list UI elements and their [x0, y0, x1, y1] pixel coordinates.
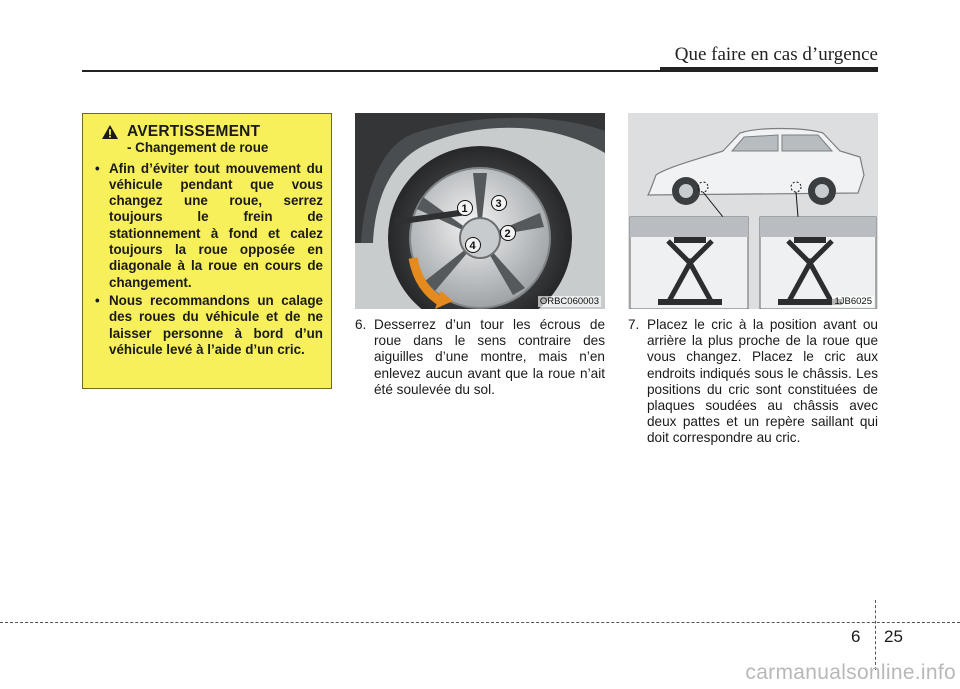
warning-box [82, 113, 332, 389]
lug-nut-label: 3 [495, 198, 502, 210]
footer-rule [0, 622, 960, 623]
figure-code: ORBC060003 [539, 296, 599, 307]
watermark: carmanualsonline.info [745, 661, 956, 684]
step-6 [355, 317, 605, 398]
lug-nut-label: 2 [504, 228, 511, 240]
warning-list [95, 161, 323, 359]
lug-nut-label: 1 [461, 203, 468, 215]
page-header-title: Que faire en cas d’urgence [674, 44, 878, 65]
warning-header [101, 124, 323, 140]
warning-title: AVERTISSEMENT [127, 123, 261, 140]
warning-subtitle: - Changement de roue [127, 140, 269, 156]
page-number: 25 [884, 627, 903, 646]
step-number: 6. [355, 317, 367, 332]
step-text: Desserrez d’un tour les écrous de roue dans le sens contraire des aiguilles d’une montre, mais n’en enlevez aucun avant que la roue n’ait été soulevée du sol. [374, 317, 605, 397]
warning-item: • Nous recommandons un calage des roues du véhicule et de ne laisser personne à bord d’un véhicule levé à l’aide d’un cric. [95, 293, 323, 358]
jack-position-figure [628, 113, 878, 309]
lug-nut-label: 4 [469, 240, 476, 252]
warning-item: • Afin d’éviter tout mouvement du véhicule pendant que vous changez une roue, serrez toujours le frein de stationnement à fond et calez toujours la roue opposée en diagonale à la roue en cours de changement. [95, 161, 323, 291]
step-number: 7. [628, 317, 640, 332]
warning-triangle-icon [101, 124, 119, 140]
step-7 [628, 317, 878, 447]
footer-divider [875, 600, 876, 670]
step-text: Placez le cric à la position avant ou arrière la plus proche de la roue que vous changez. Placez le cric aux endroits indiqués sous le châssis. Les positions du cric sont constituées de plaques soudées au châssis avec deux pattes et un repère saillant qui doit correspondre au cric. [647, 317, 878, 446]
wheel-lug-nut-figure [355, 113, 605, 309]
header-rule-accent [660, 67, 878, 72]
wheel-illustration [355, 113, 605, 309]
chapter-number: 6 [851, 627, 861, 646]
figure-code: 1JB6025 [834, 296, 872, 307]
car-jack-illustration [628, 113, 878, 309]
